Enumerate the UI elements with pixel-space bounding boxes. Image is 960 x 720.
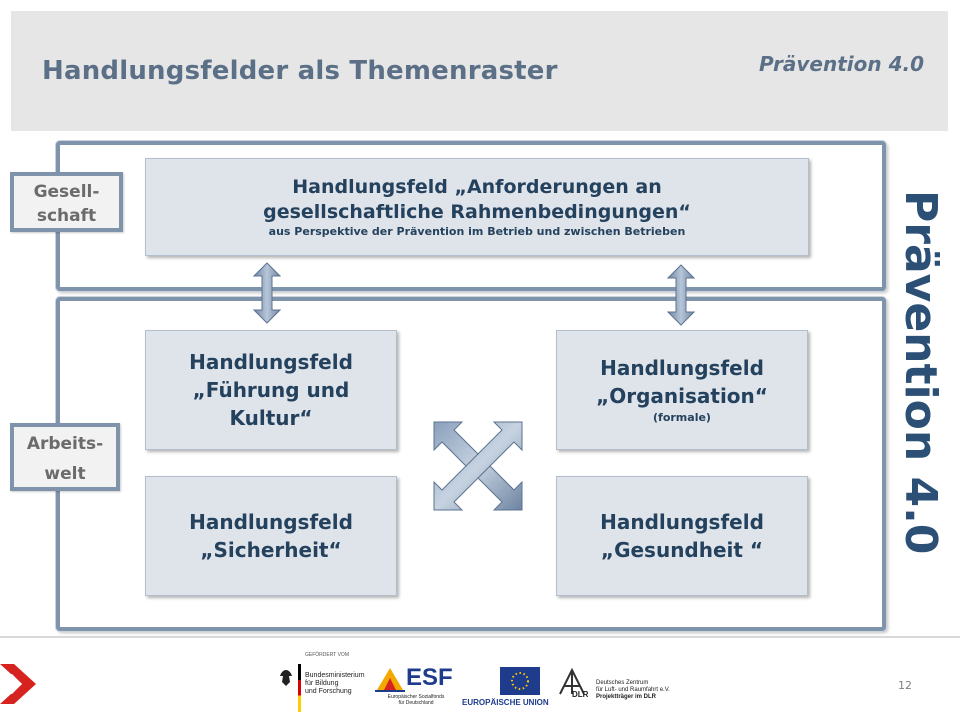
page-title: Handlungsfelder als Themenraster: [42, 56, 558, 86]
eu-flag-icon: [500, 667, 540, 695]
vertical-label: [895, 190, 946, 555]
dlr-label: DLR: [572, 690, 589, 699]
double-arrow-right-icon: [667, 264, 695, 326]
footer-divider: [0, 636, 960, 638]
field-organisation-line2: „Organisation“: [596, 384, 768, 408]
bmbf-line1: Bundesministerium: [305, 672, 365, 679]
chevron-logo-icon: [0, 660, 40, 708]
dlr-line2: für Luft- und Raumfahrt e.V.: [596, 687, 670, 693]
field-fuehrung-line2: „Führung und: [192, 378, 350, 402]
dlr-logo-text: [596, 680, 670, 701]
page-subtitle: Prävention 4.0: [758, 52, 924, 76]
gesellschaft-tag: [10, 172, 123, 232]
field-fuehrung-line1: Handlungsfeld: [189, 350, 353, 374]
esf-sub2: für Deutschland: [398, 700, 434, 706]
field-gesundheit-line2: „Gesundheit “: [600, 538, 764, 562]
field-anforderungen-line1: Handlungsfeld „Anforderungen an: [292, 176, 662, 198]
esf-logo-text: ESF: [406, 664, 453, 691]
arbeitswelt-tag: [10, 423, 120, 491]
field-sicherheit: [145, 476, 397, 596]
bmbf-logo: [305, 672, 365, 696]
field-organisation: [556, 330, 808, 450]
four-way-arrow-icon: [430, 418, 526, 514]
field-anforderungen: [145, 158, 809, 256]
gesellschaft-tag-line2: schaft: [36, 206, 97, 226]
dlr-line3: Projektträger im DLR: [596, 694, 657, 700]
eu-label: EUROPÄISCHE UNION: [462, 698, 549, 707]
eagle-icon: [278, 668, 294, 688]
arbeitswelt-tag-line2: welt: [44, 464, 86, 484]
esf-subtitle: [376, 694, 456, 706]
field-fuehrung: [145, 330, 397, 450]
field-organisation-note: (formale): [653, 411, 711, 424]
field-gesundheit: [556, 476, 808, 596]
field-anforderungen-line2: gesellschaftliche Rahmenbedingungen“: [263, 201, 691, 223]
esf-sub1: Europäischer Sozialfonds: [387, 694, 445, 700]
double-arrow-left-icon: [253, 262, 281, 324]
gesellschaft-tag-line1: Gesell-: [33, 182, 100, 202]
bmbf-line3: und Forschung: [305, 688, 352, 695]
page-number: 12: [898, 679, 912, 692]
esf-icon: [375, 666, 405, 692]
field-sicherheit-line2: „Sicherheit“: [200, 538, 342, 562]
field-gesundheit-line1: Handlungsfeld: [600, 510, 764, 534]
bmbf-line2: für Bildung: [305, 680, 339, 687]
dlr-line1: Deutsches Zentrum: [596, 680, 649, 686]
flag-stripe: [298, 664, 301, 712]
field-sicherheit-line1: Handlungsfeld: [189, 510, 353, 534]
field-fuehrung-line3: Kultur“: [229, 406, 313, 430]
field-organisation-line1: Handlungsfeld: [600, 356, 764, 380]
field-anforderungen-note: aus Perspektive der Prävention im Betrieb und zwischen Betrieben: [268, 225, 686, 238]
arbeitswelt-tag-line1: Arbeits-: [26, 434, 104, 454]
vertical-label-text: Prävention 4.0: [895, 190, 946, 555]
gefoerdert-label: GEFÖRDERT VOM: [305, 652, 349, 658]
